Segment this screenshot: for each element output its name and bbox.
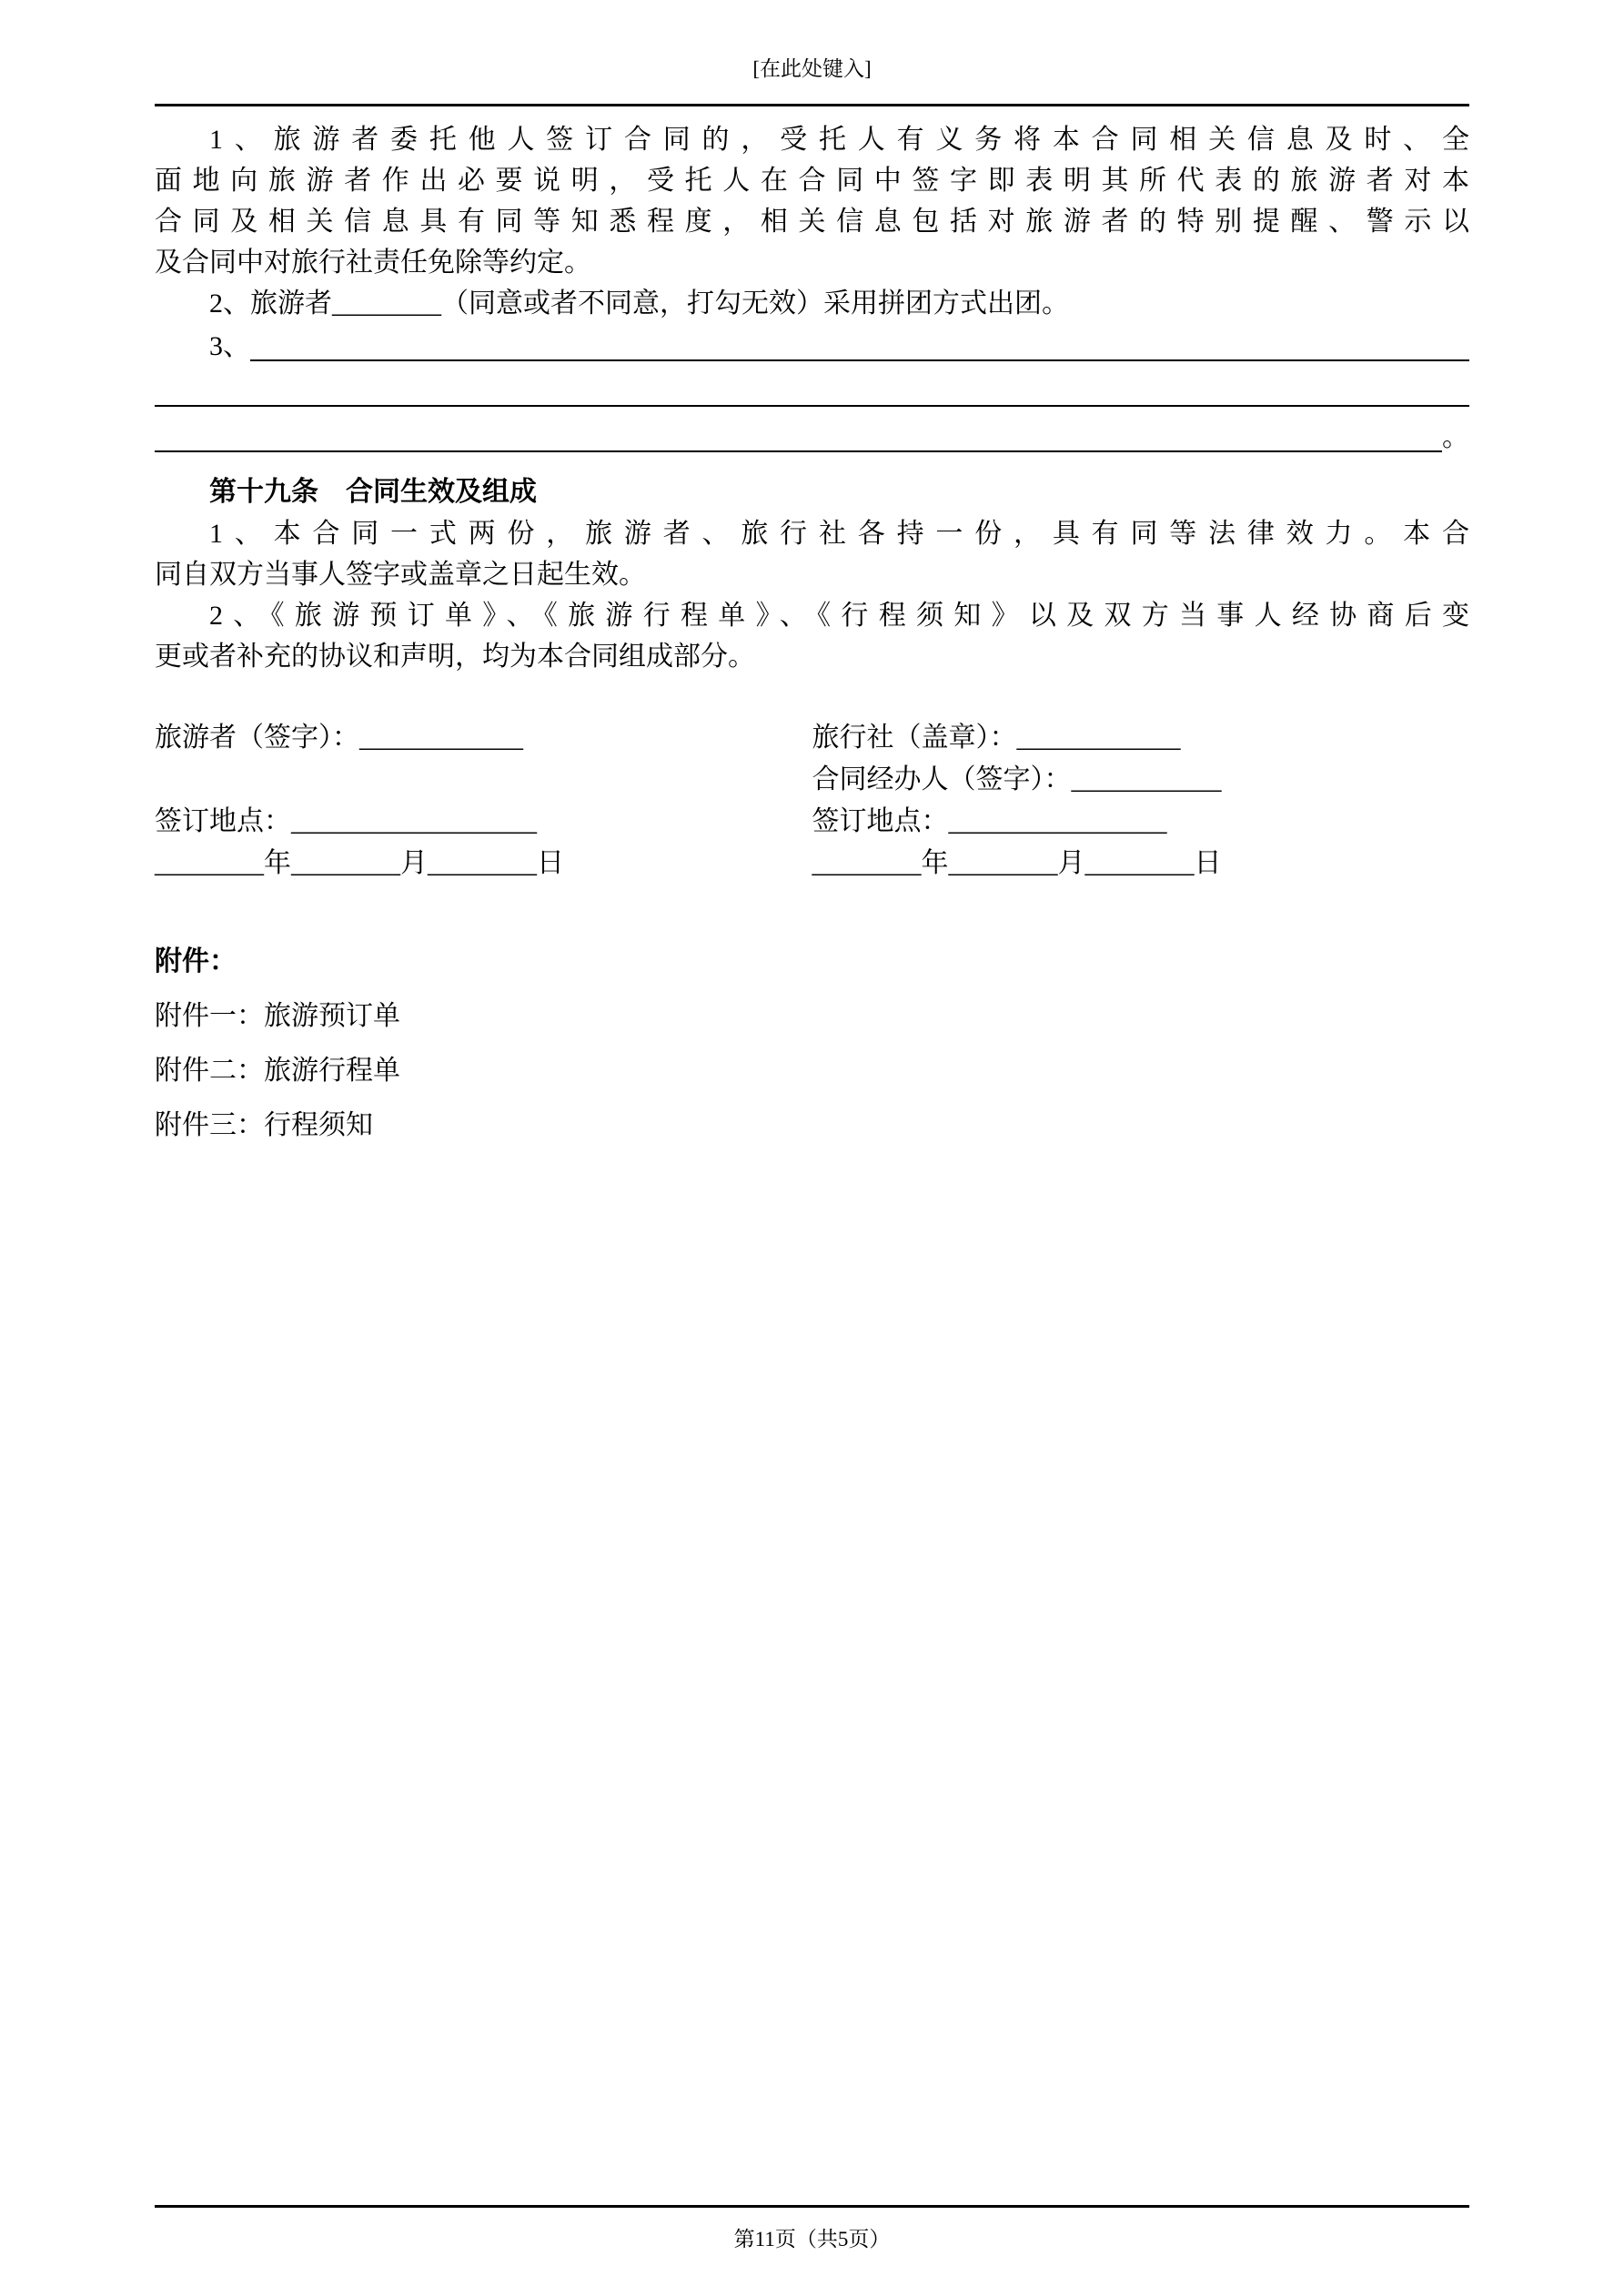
text-line: 及合同中对旅行社责任免除等约定。 [155,248,591,278]
clause-paragraph-1 [155,119,1469,283]
text-line: 面地向旅游者作出必要说明，受托人在合同中签字即表明其所代表的旅游者对本 [155,166,1469,196]
blank-line [155,415,1442,452]
sign-place-right-label: 签订地点： [812,806,949,836]
attachment-item-3: 附件三：行程须知 [155,1110,373,1140]
attachment-item-1: 附件一：旅游预订单 [155,1001,400,1031]
article-19-heading: 第十九条 合同生效及组成 [209,477,537,507]
clause-3-end-punct: 。 [1442,422,1469,452]
page-number: 第11页（共5页） [733,2228,891,2250]
contract-handler-label: 合同经办人（签字）： [812,764,1072,794]
signature-row-3 [155,801,1469,843]
sign-date-right: ________年________月________日 [812,848,1222,878]
text-line: 合同及相关信息具有同等知悉程度，相关信息包括对旅游者的特别提醒、警示以 [155,207,1469,237]
sign-place-left-blank: __________________ [291,806,537,836]
text-line: 同自双方当事人签字或盖章之日起生效。 [155,560,646,590]
sign-date-left: ________年________月________日 [155,848,564,878]
empty-cell [155,759,812,801]
traveler-signature-blank: ____________ [359,723,523,753]
clause-3-fill-line-3 [155,415,1469,460]
clause-paragraph-2: 2、旅游者________（同意或者不同意，打勾无效）采用拼团方式出团。 [209,288,1069,319]
signature-row-1 [155,717,1469,759]
text-line: 1、旅游者委托他人签订合同的，受托人有义务将本合同相关信息及时、全 [209,125,1469,155]
text-line: 1、本合同一式两份，旅游者、旅行社各持一份，具有同等法律效力。本合 [209,519,1469,549]
blank-line [155,369,1469,407]
document-body [155,119,1469,1147]
traveler-signature [155,717,812,759]
agency-seal-label: 旅行社（盖章）： [812,723,1017,753]
header-placeholder[interactable]: [在此处键入] [752,57,872,80]
agency-seal-blank: ____________ [1016,723,1181,753]
contract-handler-signature [812,759,1470,801]
traveler-signature-label: 旅游者（签字）： [155,723,359,753]
clause-3-label: 3、 [209,331,250,361]
sign-place-right-blank: ________________ [948,806,1167,836]
attachment-item-2: 附件二：旅游行程单 [155,1056,400,1086]
signature-row-2 [155,759,1469,801]
blank-line [250,324,1469,361]
text-line: 更或者补充的协议和声明，均为本合同组成部分。 [155,642,755,672]
page-footer [155,2205,1469,2252]
contract-handler-blank: ___________ [1071,764,1222,794]
sign-place-left-label: 签订地点： [155,806,291,836]
attachments-section [155,941,1469,1147]
header-divider [155,104,1469,106]
sign-place-right [812,801,1470,843]
sign-place-left [155,801,812,843]
clause-3-fill-line-2 [155,369,1469,415]
signature-section [155,717,1469,885]
clause-3-fill-line-1 [155,324,1469,369]
agency-seal [812,717,1470,759]
page-header [155,0,1469,82]
attachments-title: 附件： [155,946,237,976]
text-line: 2、《旅游预订单》、《旅游行程单》、《行程须知》以及双方当事人经协商后变 [209,601,1469,631]
signature-row-4 [155,843,1469,885]
article-19-paragraph-1 [155,513,1469,595]
article-19-paragraph-2 [155,595,1469,677]
